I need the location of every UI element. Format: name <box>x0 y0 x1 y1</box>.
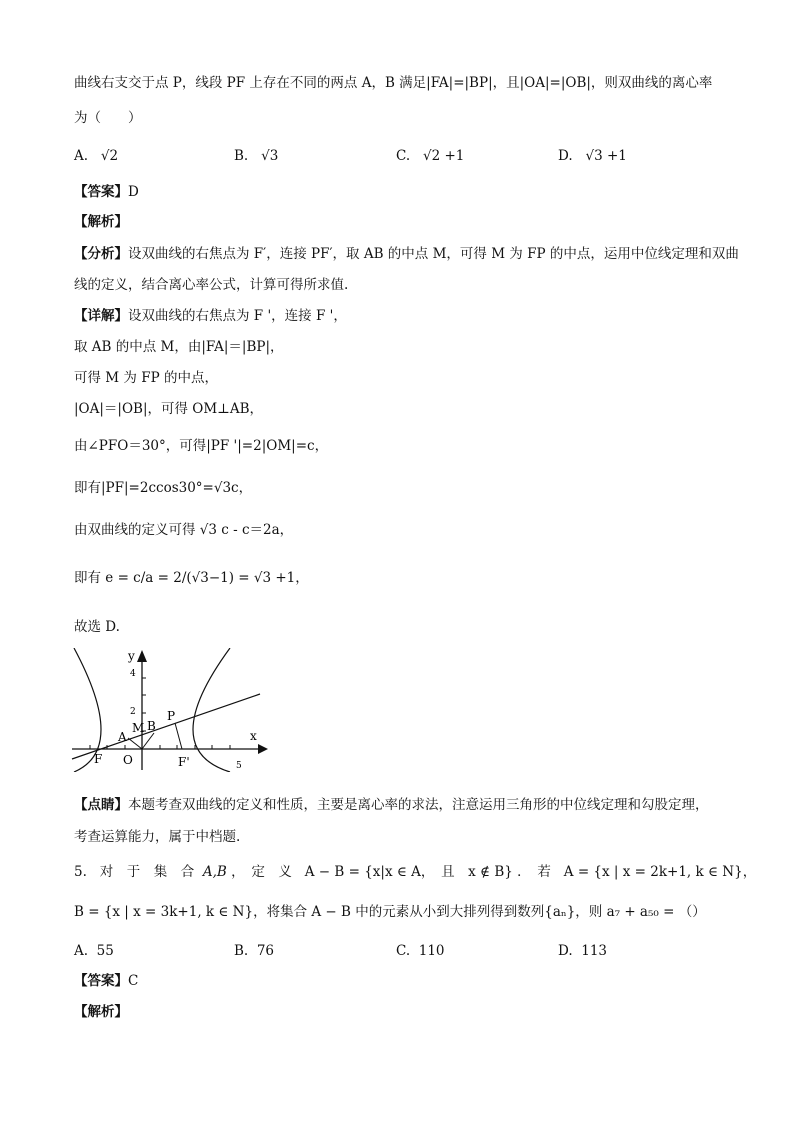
q4-detail-line7: 由双曲线的定义可得 √3 c - c＝2a， <box>74 522 294 538</box>
option-value: √2 +1 <box>423 148 465 164</box>
q5-option-c <box>396 941 445 961</box>
fenxi-text: 设双曲线的右焦点为 F′，连接 PF′，取 AB 的中点 M，可得 M 为 FP 的中点，运用中位线定理和双曲 <box>128 246 739 262</box>
option-value: √2 <box>100 148 119 164</box>
segment-ob <box>142 733 154 749</box>
hyperbola-right-branch <box>193 648 230 772</box>
option-key: B. <box>234 943 249 959</box>
q5-text-2: ，将集合 A − B 中的元素从小到大排列得到数列{aₙ}，则 a₇ + a₅₀ = （） <box>253 904 706 920</box>
answer-value: D <box>128 184 139 200</box>
hyperbola-figure <box>70 648 270 772</box>
q4-option-c <box>396 146 464 166</box>
q4-detail-line3: 可得 M 为 FP 的中点， <box>74 370 218 386</box>
q5-define: ， 定 义 <box>231 864 292 880</box>
q5-if: ． 若 <box>517 864 551 880</box>
option-key: B. <box>234 148 249 164</box>
option-key: D. <box>558 943 573 959</box>
dianjing-label: 【点睛】 <box>74 797 128 813</box>
option-key: A. <box>74 148 89 164</box>
q5-set-a-def: A = {x | x = 2k+1, k ∈ N} <box>563 864 743 880</box>
point-label-b: B <box>147 719 156 733</box>
q5-def-expr: A − B = {x|x ∈ A， 且 x ∉ B} <box>304 864 513 880</box>
q5-option-d <box>558 941 607 961</box>
option-key: C. <box>396 943 411 959</box>
q4-answer <box>74 182 139 202</box>
analysis-label: 【解析】 <box>74 1004 128 1020</box>
q4-detail-line9: 故选 D. <box>74 619 120 635</box>
point-label-f: F <box>94 752 103 766</box>
q4-option-b <box>234 146 278 166</box>
x-axis-arrow <box>258 744 268 754</box>
option-value: 76 <box>256 943 274 959</box>
axis-label-x: x <box>250 729 257 743</box>
q5-answer <box>74 971 138 991</box>
segment-pfprime <box>175 723 182 749</box>
q4-dianjing-line1 <box>74 795 709 815</box>
option-key: D. <box>558 148 573 164</box>
q4-detail-line2: 取 AB 的中点 M，由|FA|＝|BP|， <box>74 339 284 355</box>
q4-detail-line6: 即有|PF|=2ccos30°=√3c， <box>74 480 253 496</box>
axis-label-y: y <box>128 649 135 663</box>
analysis-label: 【解析】 <box>74 214 128 230</box>
q4-stem-line2: 为（ ） <box>74 110 142 126</box>
dianjing-text: 本题考查双曲线的定义和性质，主要是离心率的求法，注意运用三角形的中位线定理和勾股定理， <box>128 797 709 813</box>
q4-detail-line8: 即有 e = c/a = 2/(√3−1) = √3 +1， <box>74 570 309 586</box>
q4-detail-line4: |OA|＝|OB|，可得 OM⊥AB， <box>74 401 264 417</box>
q4-analysis-label <box>74 212 128 232</box>
option-value: 113 <box>581 943 608 959</box>
detail-label: 【详解】 <box>74 308 128 324</box>
point-label-fprime: F' <box>178 755 190 769</box>
fenxi-label: 【分析】 <box>74 246 128 262</box>
q5-analysis-label <box>74 1002 128 1022</box>
q5-text: 对 于 集 合 <box>99 864 195 880</box>
point-label-a: A <box>118 730 127 744</box>
answer-label: 【答案】 <box>74 973 128 989</box>
option-value: √3 <box>261 148 279 164</box>
q5-stem-line1: 5. 对 于 集 合 A,B ， 定 义 A − B = {x|x ∈ A， 且 x ∉ B} ． 若 A = {x | x = 2k+1, k ∈ N}， <box>74 864 757 880</box>
option-key: C. <box>396 148 411 164</box>
q5-sets: A,B <box>202 864 227 880</box>
q4-dianjing-line2: 考查运算能力，属于中档题. <box>74 829 241 845</box>
q5-option-a <box>74 941 114 961</box>
answer-label: 【答案】 <box>74 184 128 200</box>
option-value: √3 +1 <box>585 148 627 164</box>
option-key: A. <box>74 943 89 959</box>
q5-set-b-def: B = {x | x = 3k+1, k ∈ N} <box>74 904 254 920</box>
q5-option-b <box>234 941 274 961</box>
question-number: 5. <box>74 864 87 880</box>
q4-fenxi-line1 <box>74 244 739 264</box>
tick-label-x5: 5 <box>236 761 242 771</box>
q4-stem-line1: 曲线右支交于点 P，线段 PF 上存在不同的两点 A，B 满足|FA|=|BP|，且|OA|=|OB|，则双曲线的离心率 <box>74 75 713 91</box>
q4-detail-line1 <box>74 306 347 326</box>
option-value: 55 <box>96 943 114 959</box>
q4-fenxi-line2: 线的定义，结合离心率公式，计算可得所求值. <box>74 277 349 293</box>
q4-option-a <box>74 146 118 166</box>
point-label-p: P <box>167 709 176 723</box>
point-label-o: O <box>123 753 133 767</box>
answer-value: C <box>128 973 139 989</box>
q4-option-d <box>558 146 627 166</box>
y-axis-arrow <box>137 650 147 662</box>
tick-label-y4: 4 <box>130 669 136 679</box>
q4-detail-line5: 由∠PFO＝30°，可得|PF '|=2|OM|=c， <box>74 438 329 454</box>
q5-stem-line2 <box>74 902 706 922</box>
option-value: 110 <box>418 943 445 959</box>
segment-oa <box>128 738 142 749</box>
tick-label-y2: 2 <box>130 707 136 717</box>
detail-text: 设双曲线的右焦点为 F '，连接 F '， <box>128 308 347 324</box>
point-label-m: M <box>132 721 145 735</box>
